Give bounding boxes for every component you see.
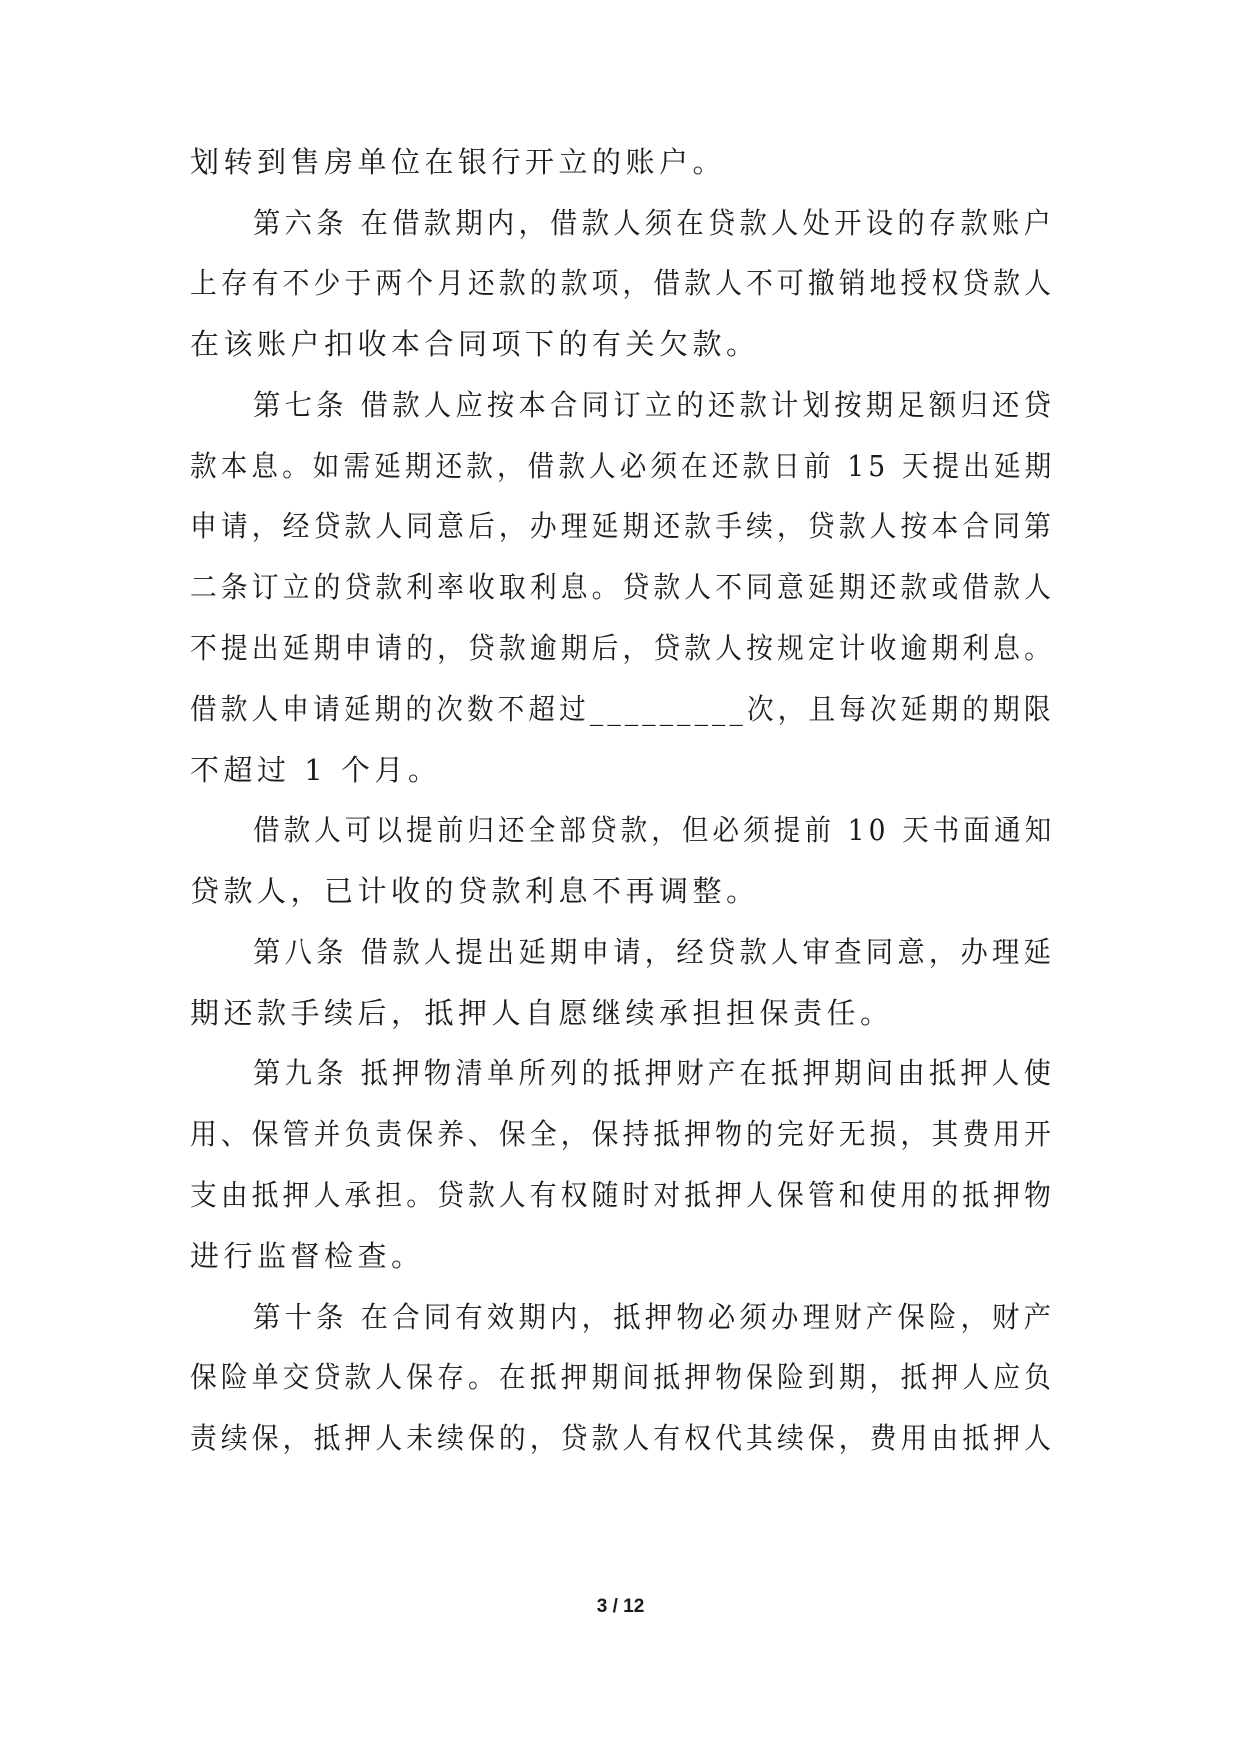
text-line: 第八条 借款人提出延期申请，经贷款人审查同意，办理延 (253, 935, 1056, 969)
text-line: 二条订立的贷款利率收取利息。贷款人不同意延期还款或借款人 (190, 570, 1056, 604)
text-line: 贷款人，已计收的贷款利息不再调整。 (190, 874, 760, 908)
text-line: 划转到售房单位在银行开立的账户。 (190, 145, 727, 179)
text-line: 第六条 在借款期内，借款人须在贷款人处开设的存款账户 (253, 206, 1056, 240)
text-line: 第十条 在合同有效期内，抵押物必须办理财产保险，财产 (253, 1300, 1056, 1334)
text-line: 进行监督检查。 (190, 1239, 425, 1273)
text-line: 第七条 借款人应按本合同订立的还款计划按期足额归还贷 (253, 388, 1056, 422)
text-line: 期还款手续后，抵押人自愿继续承担担保责任。 (190, 996, 894, 1030)
text-line: 不超过 1 个月。 (190, 753, 442, 787)
text-line: 第九条 抵押物清单所列的抵押财产在抵押期间由抵押人使 (253, 1056, 1056, 1090)
text-line: 支由抵押人承担。贷款人有权随时对抵押人保管和使用的抵押物 (190, 1178, 1056, 1212)
text-line: 保险单交贷款人保存。在抵押期间抵押物保险到期，抵押人应负 (190, 1360, 1056, 1394)
text-line: 款本息。如需延期还款，借款人必须在还款日前 15 天提出延期 (190, 449, 1056, 483)
text-line: 不提出延期申请的，贷款逾期后，贷款人按规定计收逾期利息。 (190, 631, 1056, 665)
text-line: 上存有不少于两个月还款的款项，借款人不可撤销地授权贷款人 (190, 266, 1056, 300)
page-number: 3 / 12 (596, 1596, 645, 1617)
text-line: 借款人可以提前归还全部贷款，但必须提前 10 天书面通知 (253, 813, 1056, 847)
text-line: 用、保管并负责保养、保全，保持抵押物的完好无损，其费用开 (190, 1117, 1056, 1151)
text-line: 申请，经贷款人同意后，办理延期还款手续，贷款人按本合同第 (190, 509, 1056, 543)
text-line: 在该账户扣收本合同项下的有关欠款。 (190, 327, 760, 361)
text-line: 责续保，抵押人未续保的，贷款人有权代其续保，费用由抵押人 (190, 1421, 1056, 1455)
text-line: 借款人申请延期的次数不超过_________次，且每次延期的期限 (190, 692, 1055, 726)
